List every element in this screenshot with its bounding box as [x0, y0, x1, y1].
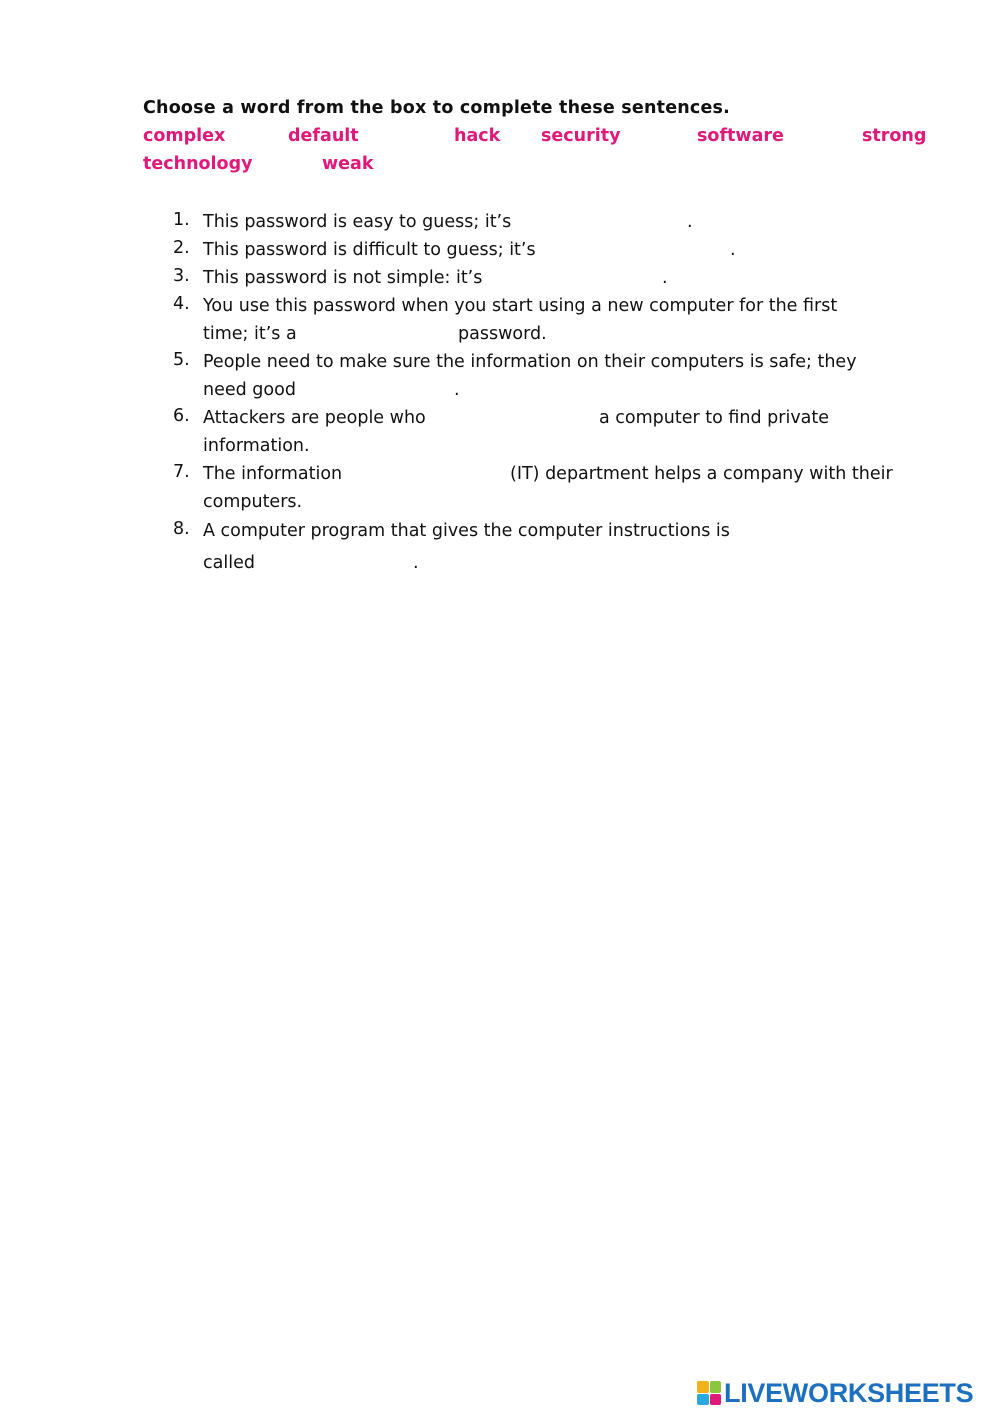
question-period: . — [413, 553, 419, 573]
question-number: 5. — [173, 350, 190, 370]
word-security: security — [541, 126, 621, 146]
question-text: password. — [458, 324, 547, 344]
word-weak: weak — [322, 154, 374, 174]
question-text: need good — [203, 380, 296, 400]
brand-name: LIVEWORKSHEETS — [724, 1377, 974, 1408]
question-text: A computer program that gives the computer instructions is — [203, 521, 730, 541]
question-number: 1. — [173, 210, 190, 230]
word-hack: hack — [454, 126, 501, 146]
question-text: You use this password when you start using a new computer for the first — [203, 296, 838, 316]
question-text: The information — [203, 464, 343, 484]
answer-blank-7[interactable] — [358, 462, 508, 488]
question-text: This password is not simple: it’s — [203, 268, 483, 288]
question-text: computers. — [203, 492, 303, 512]
question-text: People need to make sure the information on their computers is safe; they — [203, 352, 857, 372]
word-software: software — [697, 126, 784, 146]
question-period: . — [662, 268, 668, 288]
answer-blank-5[interactable] — [300, 378, 452, 404]
question-text: information. — [203, 436, 310, 456]
word-technology: technology — [143, 154, 253, 174]
question-text: This password is difficult to guess; it’s — [203, 240, 536, 260]
question-text: a computer to find private — [599, 408, 830, 428]
answer-blank-1[interactable] — [532, 210, 684, 236]
liveworksheets-logo — [697, 1377, 974, 1408]
question-period: . — [687, 212, 693, 232]
word-complex: complex — [143, 126, 226, 146]
question-period: . — [454, 380, 460, 400]
answer-blank-2[interactable] — [572, 238, 728, 264]
question-text: time; it’s a — [203, 324, 297, 344]
question-text: (IT) department helps a company with their — [510, 464, 893, 484]
question-text: This password is easy to guess; it’s — [203, 212, 512, 232]
word-strong: strong — [862, 126, 927, 146]
question-period: . — [730, 240, 736, 260]
question-number: 6. — [173, 406, 190, 426]
liveworksheets-mark-icon — [697, 1381, 721, 1405]
question-number: 8. — [173, 519, 190, 539]
word-default: default — [288, 126, 359, 146]
answer-blank-8[interactable] — [260, 551, 410, 577]
question-text: called — [203, 553, 255, 573]
instructions: Choose a word from the box to complete these sentences. — [143, 98, 731, 118]
answer-blank-3[interactable] — [504, 266, 660, 292]
question-number: 4. — [173, 294, 190, 314]
question-text: Attackers are people who — [203, 408, 426, 428]
answer-blank-6[interactable] — [446, 406, 596, 432]
question-number: 7. — [173, 462, 190, 482]
answer-blank-4[interactable] — [306, 322, 454, 348]
question-number: 3. — [173, 266, 190, 286]
question-number: 2. — [173, 238, 190, 258]
